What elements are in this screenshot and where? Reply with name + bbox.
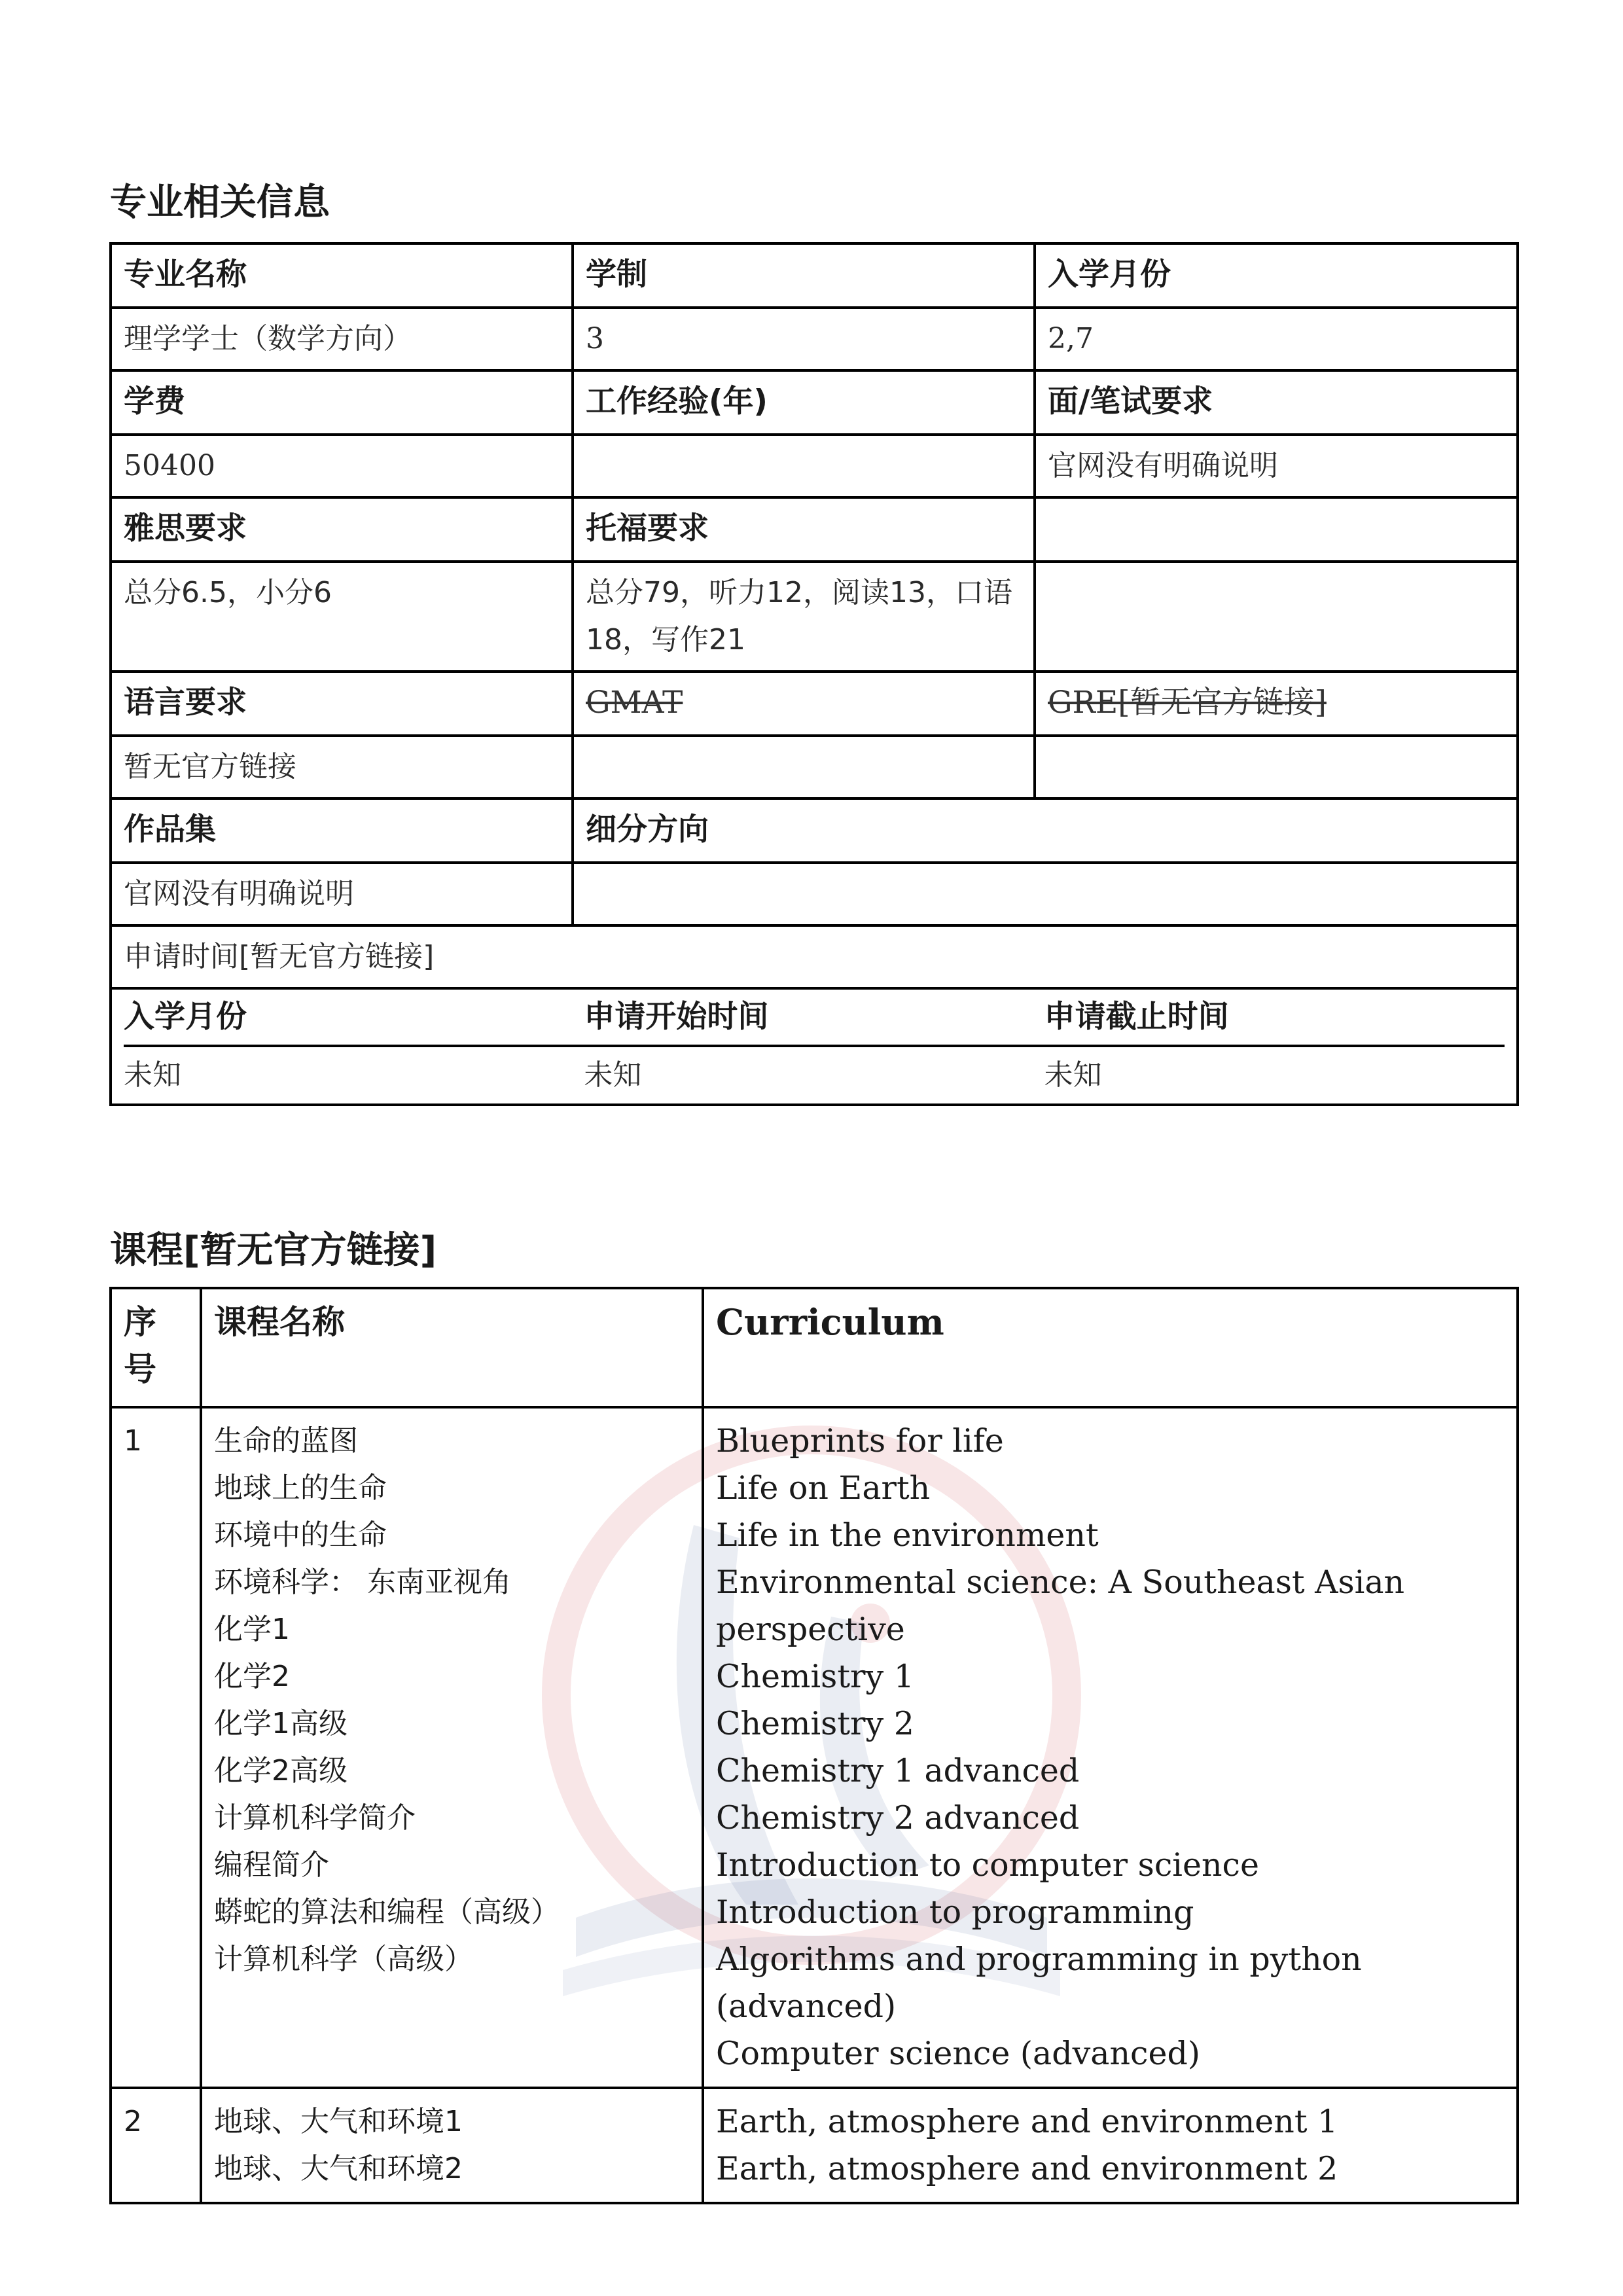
toefl-label: 托福要求: [573, 497, 1035, 562]
interview-label: 面/笔试要求: [1035, 370, 1518, 435]
application-dates-values: [124, 1047, 1505, 1103]
list-item: 地球、大气和环境1: [214, 2105, 463, 2138]
list-item: Algorithms and programming in python (advanced): [716, 1941, 1362, 2025]
language-label: 语言要求: [111, 672, 573, 736]
language-value: 暂无官方链接: [111, 736, 573, 798]
apply-start-value: 未知: [584, 1058, 642, 1092]
course-names-en: [703, 2088, 1518, 2203]
application-dates: [111, 988, 1518, 1105]
portfolio-label: 作品集: [111, 798, 573, 863]
section-title-program-info: 专业相关信息: [110, 181, 330, 224]
specialization-value: [573, 863, 1518, 925]
apply-intake-value: 未知: [124, 1058, 181, 1092]
table-row: [111, 2088, 1518, 2203]
course-names-en: [703, 1407, 1518, 2088]
section-title-courses: 课程[暂无官方链接]: [110, 1229, 437, 1272]
course-names-zh: [201, 2088, 703, 2203]
list-item: 环境中的生命: [214, 1518, 387, 1552]
list-item: 环境科学： 东南亚视角: [214, 1566, 511, 1599]
ielts-value: 总分6.5，小分6: [111, 562, 573, 672]
list-item: Earth, atmosphere and environment 1: [716, 2103, 1338, 2140]
list-item: Introduction to computer science: [716, 1846, 1259, 1884]
list-item: Chemistry 1: [716, 1658, 914, 1695]
duration-value: 3: [573, 308, 1035, 370]
list-item: Life in the environment: [716, 1516, 1099, 1554]
col-curriculum-header: Curriculum: [703, 1288, 1518, 1407]
row-number: 2: [111, 2088, 201, 2203]
program-name-value: 理学学士（数学方向）: [111, 308, 573, 370]
empty-header-cell: [1035, 497, 1518, 562]
list-item: Environmental science: A Southeast Asian perspective: [716, 1564, 1405, 1648]
col-no-label: 序号: [124, 1303, 156, 1388]
empty-value-cell: [1035, 562, 1518, 672]
apply-deadline-header: 申请截止时间: [1044, 999, 1229, 1035]
list-item: 地球上的生命: [214, 1471, 387, 1505]
list-item: Blueprints for life: [716, 1422, 1004, 1460]
portfolio-value: 官网没有明确说明: [111, 863, 573, 925]
intake-label: 入学月份: [1035, 243, 1518, 308]
toefl-value: 总分79，听力12，阅读13，口语18，写作21: [573, 562, 1035, 672]
list-item: 化学1: [214, 1613, 290, 1646]
list-item: Chemistry 1 advanced: [716, 1752, 1080, 1789]
interview-value: 官网没有明确说明: [1035, 435, 1518, 497]
list-item: 化学2高级: [214, 1754, 348, 1787]
list-item: Earth, atmosphere and environment 2: [716, 2150, 1338, 2187]
list-item: 化学1高级: [214, 1707, 348, 1740]
list-item: Introduction to programming: [716, 1893, 1194, 1931]
list-item: Life on Earth: [716, 1469, 931, 1507]
gre-label-cell: [1035, 672, 1518, 736]
row-number: 1: [111, 1407, 201, 2088]
apply-intake-header: 入学月份: [124, 999, 247, 1035]
gre-label: GRE[暂无官方链接]: [1048, 685, 1327, 721]
list-item: 蟒蛇的算法和编程（高级）: [214, 1895, 560, 1929]
col-name-header: 课程名称: [201, 1288, 703, 1407]
list-item: Chemistry 2 advanced: [716, 1799, 1080, 1837]
list-item: 地球、大气和环境2: [214, 2152, 463, 2185]
gmat-label: GMAT: [586, 685, 683, 721]
course-names-zh: [201, 1407, 703, 2088]
application-dates-header: [124, 990, 1505, 1047]
list-item: Chemistry 2: [716, 1705, 914, 1742]
work-exp-value: [573, 435, 1035, 497]
work-exp-label: 工作经验(年): [573, 370, 1035, 435]
ielts-label: 雅思要求: [111, 497, 573, 562]
table-row: [111, 1407, 1518, 2088]
apply-start-header: 申请开始时间: [584, 999, 769, 1035]
gmat-label-cell: [573, 672, 1035, 736]
list-item: 计算机科学简介: [214, 1801, 416, 1835]
course-table: [109, 1287, 1519, 2204]
program-name-label: 专业名称: [111, 243, 573, 308]
gmat-value: [573, 736, 1035, 798]
list-item: Computer science (advanced): [716, 2035, 1200, 2072]
list-item: 生命的蓝图: [214, 1424, 358, 1458]
duration-label: 学制: [573, 243, 1035, 308]
intake-value: 2,7: [1035, 308, 1518, 370]
list-item: 编程简介: [214, 1848, 329, 1882]
program-info-table: [109, 242, 1519, 1106]
list-item: 计算机科学（高级）: [214, 1943, 473, 1976]
list-item: 化学2: [214, 1660, 290, 1693]
gre-value: [1035, 736, 1518, 798]
application-time-label: 申请时间[暂无官方链接]: [111, 925, 1518, 988]
col-no-header: [111, 1288, 201, 1407]
apply-deadline-value: 未知: [1044, 1058, 1102, 1092]
tuition-label: 学费: [111, 370, 573, 435]
tuition-value: 50400: [111, 435, 573, 497]
specialization-label: 细分方向: [573, 798, 1518, 863]
